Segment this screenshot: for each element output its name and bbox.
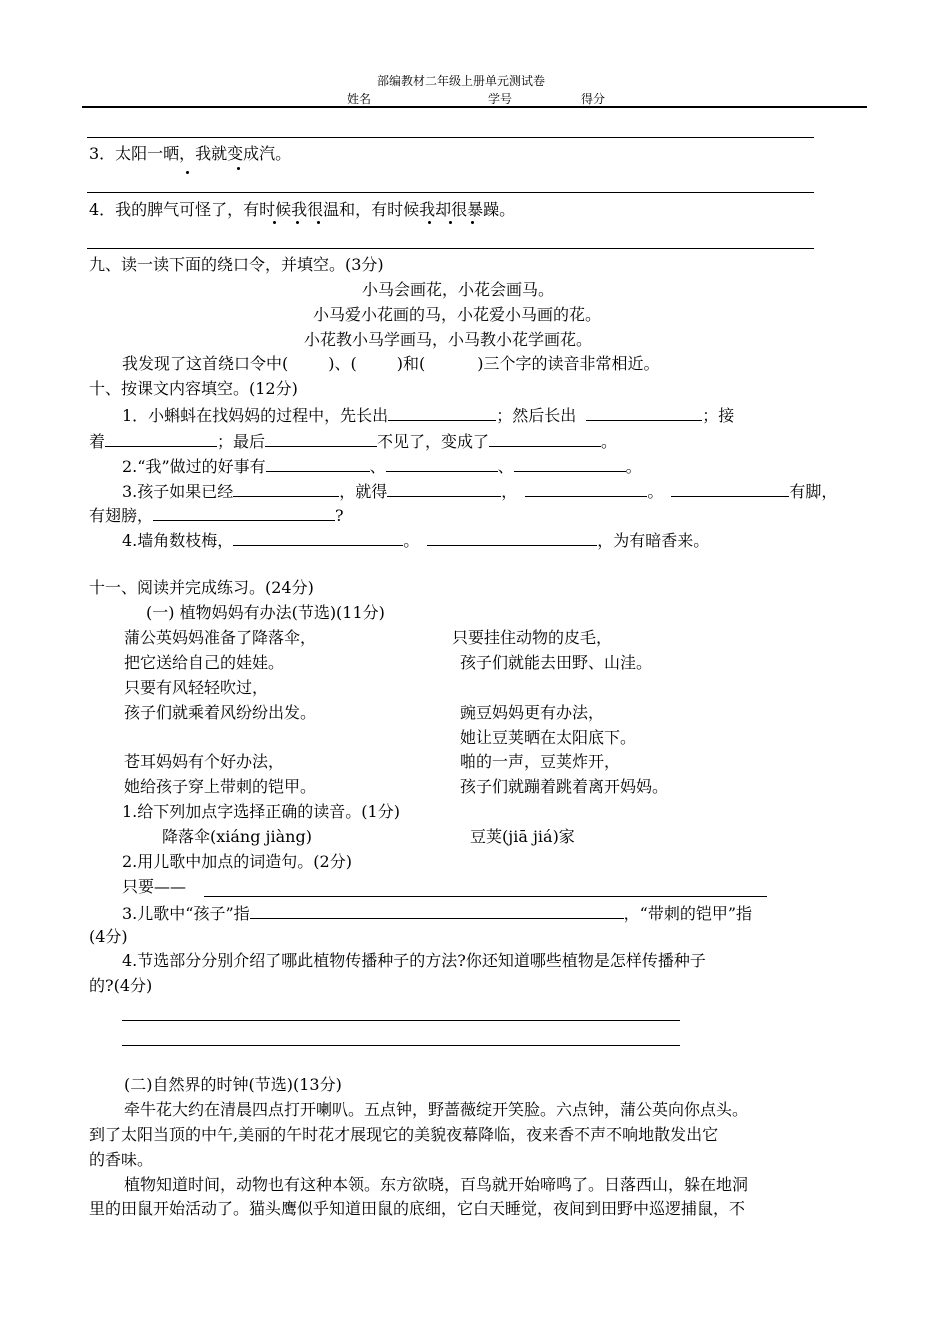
answer-blank[interactable] [265,430,377,447]
poem-line: 苍耳妈妈有个好办法， [124,752,285,771]
score-label: 得分 [581,92,606,106]
passage-line: 植物知道时间，动物也有这种本领。东方欲晓，百鸟就开始啼鸣了。日落西山，躲在地洞 [124,1175,749,1194]
question-10-2: 2.“我”做过的好事有 、 、 。 [122,457,642,476]
question-11-3: 3.儿歌中“孩子”指 ，“带刺的铠甲”指 [122,904,753,923]
poem-line: 只要挂住动物的皮毛， [452,628,613,647]
tongue-twister-line: 小花教小马学画马，小马教小花学画花。 [304,330,593,349]
poem-line: 只要有风轻轻吹过， [124,678,269,697]
answer-blank[interactable] [388,404,496,421]
poem-line: 孩子们就蹦着跳着离开妈妈。 [460,777,669,796]
question-11-4: 4.节选部分分别介绍了哪此植物传播种子的方法?你还知道哪些植物是怎样传播种子 [122,951,706,970]
answer-blank[interactable] [250,902,624,919]
question-11-1: 1.给下列加点字选择正确的读音。(1分) [122,802,400,821]
poem-line: 蒲公英妈妈准备了降落伞， [124,628,317,647]
answer-blank[interactable] [233,480,339,497]
emphasis-dot [273,221,276,224]
question-11-4-cont: 的?(4分) [89,976,153,995]
answer-blank[interactable] [387,480,501,497]
section-11-title: 十一、阅读并完成练习。(24分) [89,578,314,597]
page-header-title: 部编教材二年级上册单元测试卷 [377,74,546,88]
poem-line: 她给孩子穿上带刺的铠甲。 [124,777,317,796]
answer-blank[interactable] [671,480,789,497]
header-rule [82,106,867,108]
question-8-3: 3．太阳一晒，我就变成汽。 [89,144,292,163]
answer-line[interactable] [122,1045,680,1046]
answer-blank[interactable] [105,430,217,447]
answer-line [87,248,814,249]
emphasis-dot [317,221,320,224]
section-9-title: 九、读一读下面的绕口令，并填空。(3分) [89,255,384,274]
answer-line[interactable] [204,896,767,897]
answer-blank[interactable] [233,529,403,546]
sentence-lead: 只要—— [122,877,187,896]
name-label: 姓名 [347,92,372,106]
answer-line [87,137,814,138]
question-11-2: 2.用儿歌中加点的词造句。(2分) [122,852,352,871]
passage-line: 牵牛花大约在清晨四点打开喇叭。五点钟，野蔷薇绽开笑脸。六点钟，蒲公英向你点头。 [124,1100,749,1119]
poem-line: 啪的一声，豆荚炸开， [460,752,621,771]
answer-blank[interactable] [427,529,597,546]
emphasis-dot [186,171,189,174]
passage-line: 里的田鼠开始活动了。猫头鹰似乎知道田鼠的底细，它白天睡觉，夜间到田野中巡逻捕鼠，不 [89,1199,746,1218]
question-8-4: 4．我的脾气可怪了，有时候我很温和，有时候我却很暴躁。 [89,200,516,219]
question-10-1-cont: 着 ；最后 不见了，变成了 。 [89,432,618,451]
answer-blank[interactable] [586,404,702,421]
emphasis-dot [428,221,431,224]
question-10-4: 4.墙角数枝梅， 。 ，为有暗香来。 [122,531,710,550]
section-10-title: 十、按课文内容填空。(12分) [89,379,298,398]
answer-blank[interactable] [386,455,498,472]
emphasis-dot [237,167,240,170]
answer-blank[interactable] [525,480,647,497]
pinyin-choice: 降落伞(xiáng jiàng) [162,827,312,846]
poem-line: 孩子们就能去田野、山洼。 [460,653,653,672]
student-id-label: 学号 [488,92,513,106]
emphasis-dot [449,221,452,224]
poem-line: 豌豆妈妈更有办法， [460,703,605,722]
answer-blank[interactable] [266,455,370,472]
emphasis-dot [471,221,474,224]
answer-line[interactable] [122,1020,680,1021]
reading-2-title: (二)自然界的时钟(节选)(13分) [124,1075,342,1094]
answer-blank[interactable] [514,455,626,472]
poem-line: 孩子们就乘着风纷纷出发。 [124,703,317,722]
answer-line [87,192,814,193]
tongue-twister-line: 小马会画花，小花会画马。 [362,280,555,299]
tongue-twister-line: 小马爱小花画的马，小花爱小马画的花。 [313,305,602,324]
poem-line: 她让豆荚晒在太阳底下。 [460,728,637,747]
poem-line: 把它送给自己的娃娃。 [124,653,285,672]
pinyin-choice: 豆荚(jiā jiá)家 [470,827,575,846]
question-10-3-cont: 有翅膀， ? [89,506,344,525]
question-11-3-score: (4分) [89,927,128,946]
answer-blank[interactable] [153,504,335,521]
passage-line: 到了太阳当顶的中午,美丽的午时花才展现它的美貌夜幕降临，夜来香不声不响地散发出它 [89,1125,719,1144]
emphasis-dot [296,221,299,224]
question-10-1: 1．小蝌蚪在找妈妈的过程中，先长出 ；然后长出 ；接 [122,406,735,425]
fill-in-question: 我发现了这首绕口令中( )、( )和( )三个字的读音非常相近。 [122,354,660,373]
question-10-3: 3.孩子如果已经 ，就得 ， 。 有脚， [122,482,838,501]
answer-blank[interactable] [489,430,601,447]
reading-1-title: (一) 植物妈妈有办法(节选)(11分) [146,603,385,622]
passage-line: 的香味。 [89,1150,154,1169]
